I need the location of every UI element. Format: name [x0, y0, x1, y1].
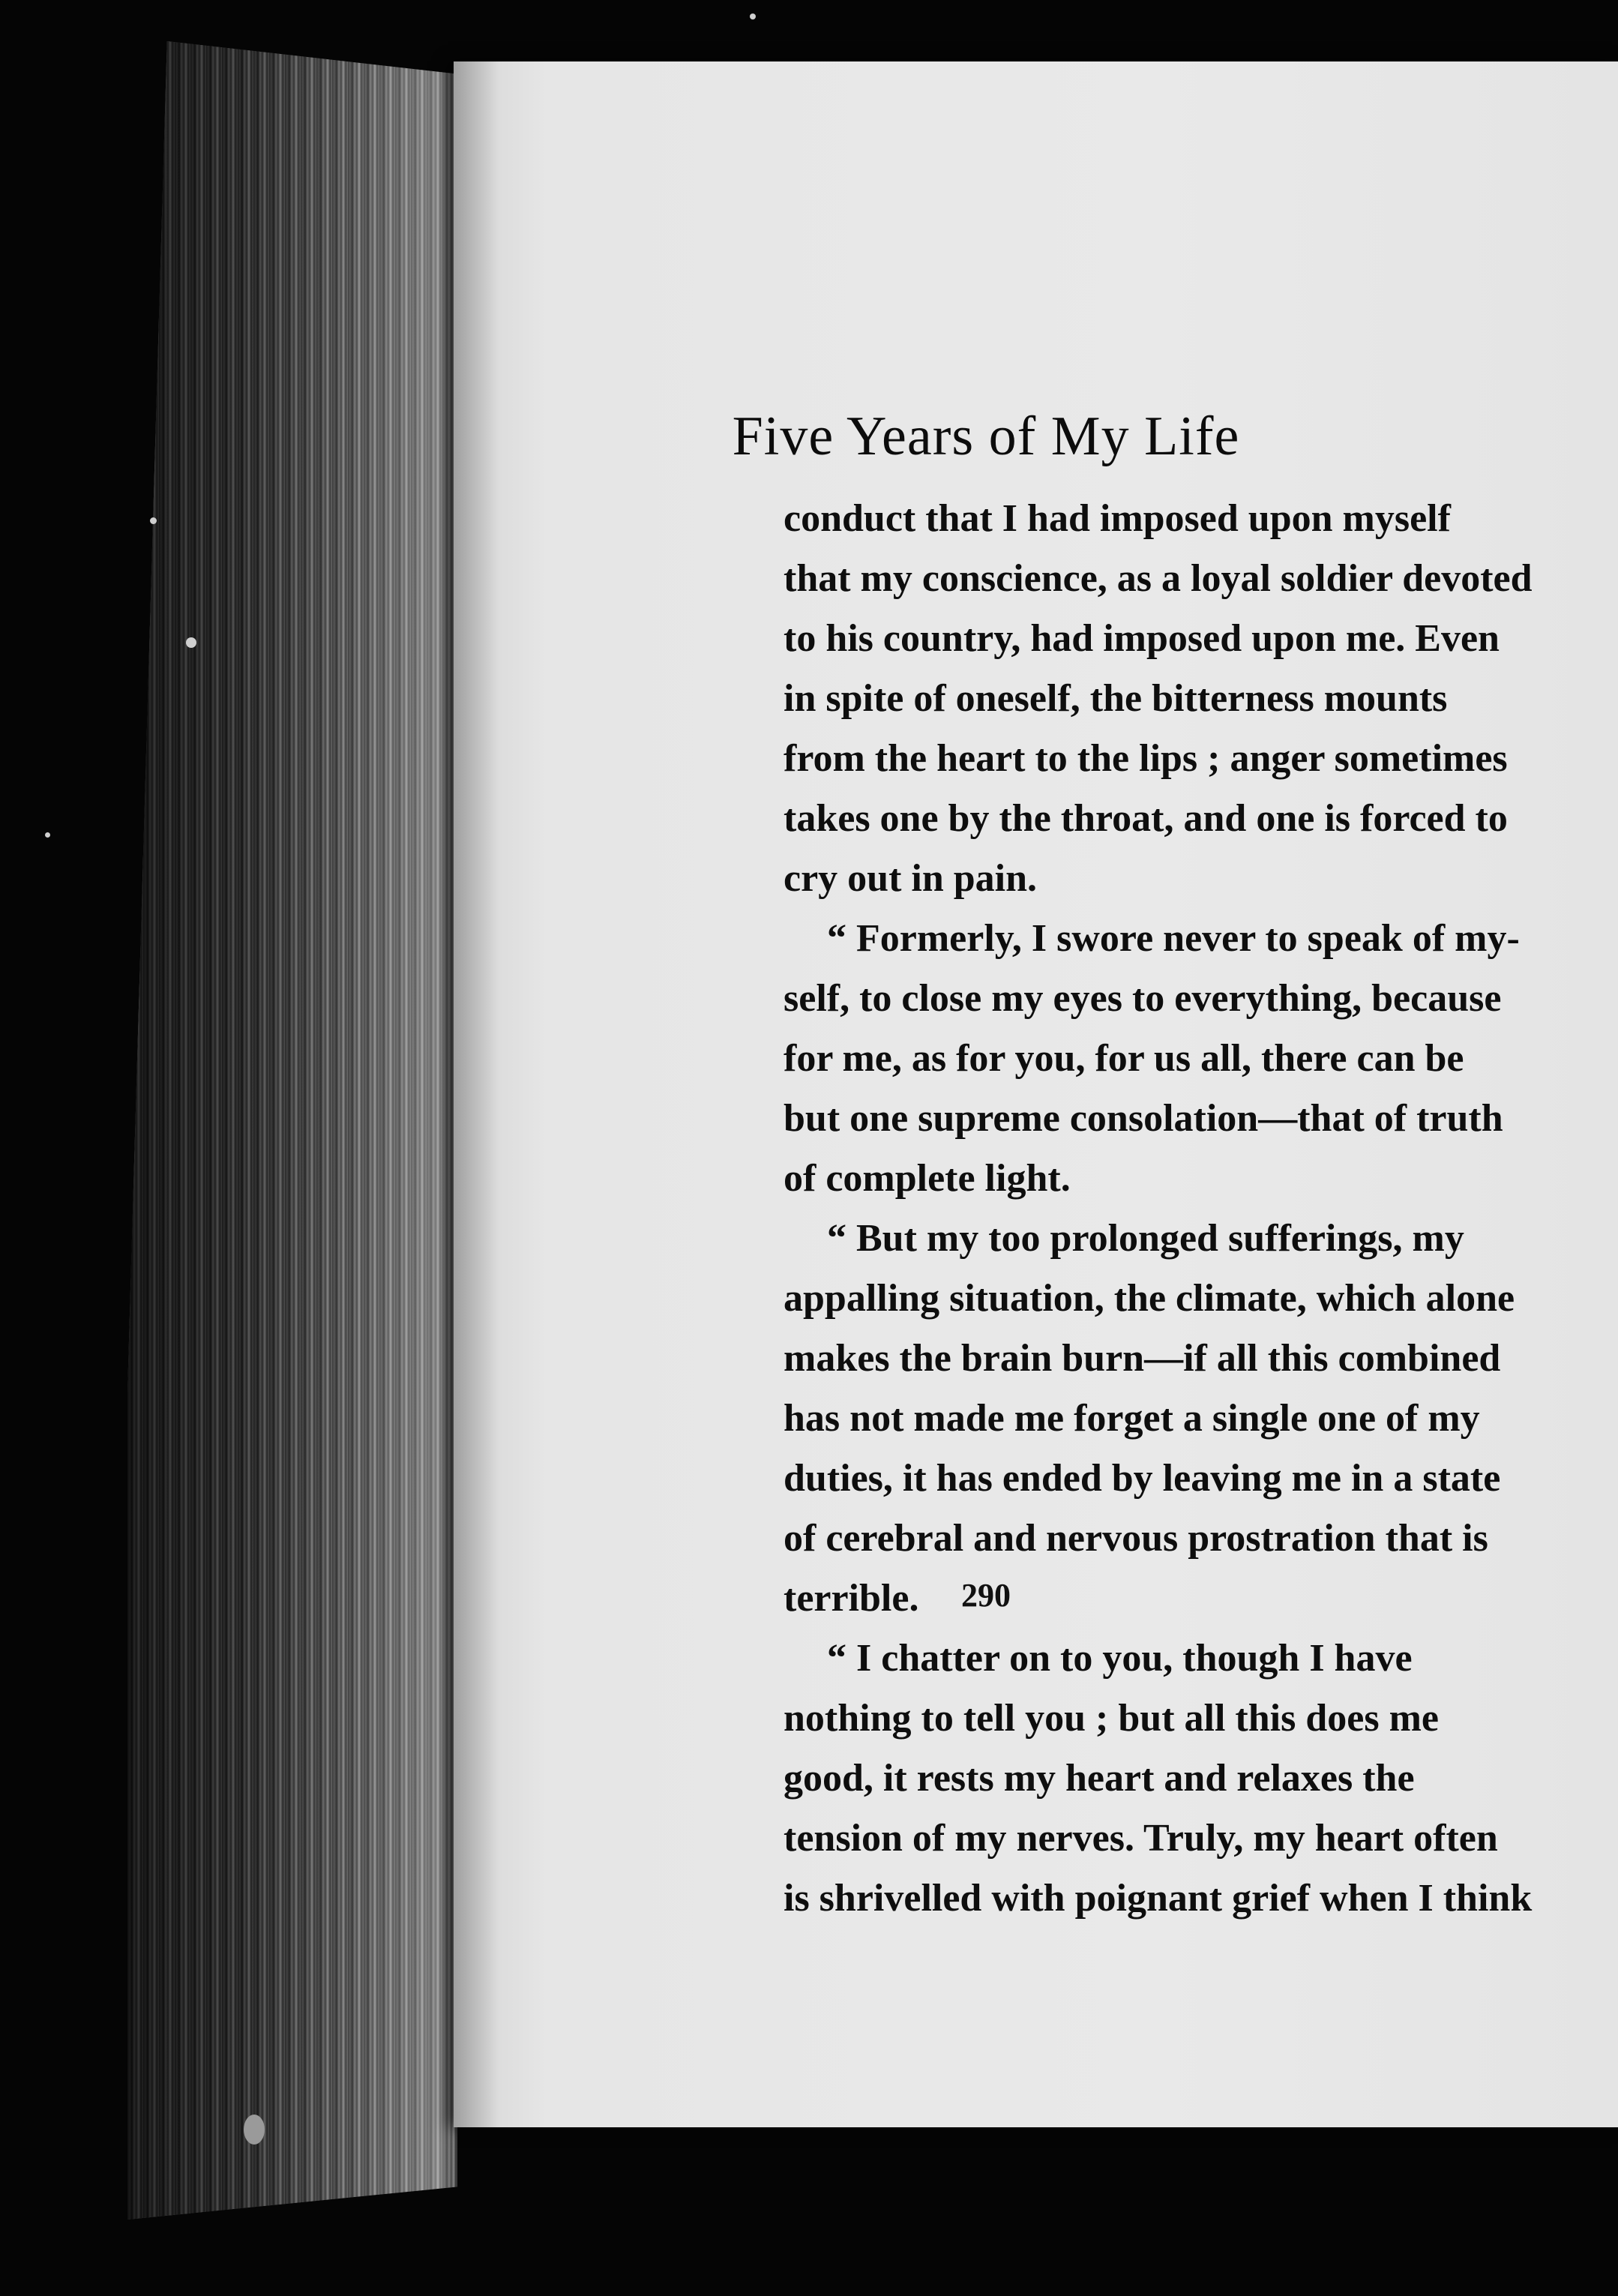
text-line: cry out in pain. [784, 857, 1038, 900]
page-number: 290 [961, 1577, 1011, 1614]
text-line: from the heart to the lips ; anger sometimes [784, 737, 1508, 780]
text-line: to his country, had imposed upon me. Even [784, 617, 1500, 660]
dust-speck [45, 832, 50, 838]
dust-speck [150, 517, 157, 524]
dust-speck [750, 13, 756, 19]
text-line: in spite of oneself, the bitterness mounts [784, 677, 1448, 720]
text-line: takes one by the throat, and one is forced to [784, 797, 1508, 840]
book-page-edges [127, 41, 457, 2220]
text-line: “ But my too prolonged sufferings, my [827, 1217, 1464, 1260]
text-line: of complete light. [784, 1157, 1071, 1200]
text-line: “ Formerly, I swore never to speak of my- [827, 917, 1520, 960]
dust-speck [244, 2115, 265, 2145]
text-line: appalling situation, the climate, which alone [784, 1277, 1515, 1320]
text-line: self, to close my eyes to everything, because [784, 977, 1502, 1020]
text-line: good, it rests my heart and relaxes the [784, 1757, 1415, 1800]
text-line: conduct that I had imposed upon myself [784, 497, 1451, 540]
text-line: nothing to tell you ; but all this does me [784, 1697, 1439, 1740]
text-line: “ I chatter on to you, though I have [827, 1637, 1413, 1680]
dust-speck [186, 637, 196, 648]
text-line: tension of my nerves. Truly, my heart often [784, 1817, 1498, 1860]
text-line: terrible. [784, 1577, 919, 1620]
text-line: is shrivelled with poignant grief when I think [784, 1877, 1533, 1920]
text-line: has not made me forget a single one of my [784, 1397, 1480, 1440]
text-line: of cerebral and nervous prostration that is [784, 1517, 1488, 1560]
running-head: Five Years of My Life [732, 406, 1240, 467]
text-line: but one supreme consolation—that of truth [784, 1097, 1503, 1140]
text-line: makes the brain burn—if all this combined [784, 1337, 1501, 1380]
text-line: for me, as for you, for us all, there can be [784, 1037, 1464, 1080]
text-line: duties, it has ended by leaving me in a state [784, 1457, 1501, 1500]
body-text [784, 489, 1618, 1929]
gutter-shadow [454, 61, 499, 2127]
book-page [454, 61, 1618, 2127]
text-line: that my conscience, as a loyal soldier devoted [784, 557, 1533, 600]
